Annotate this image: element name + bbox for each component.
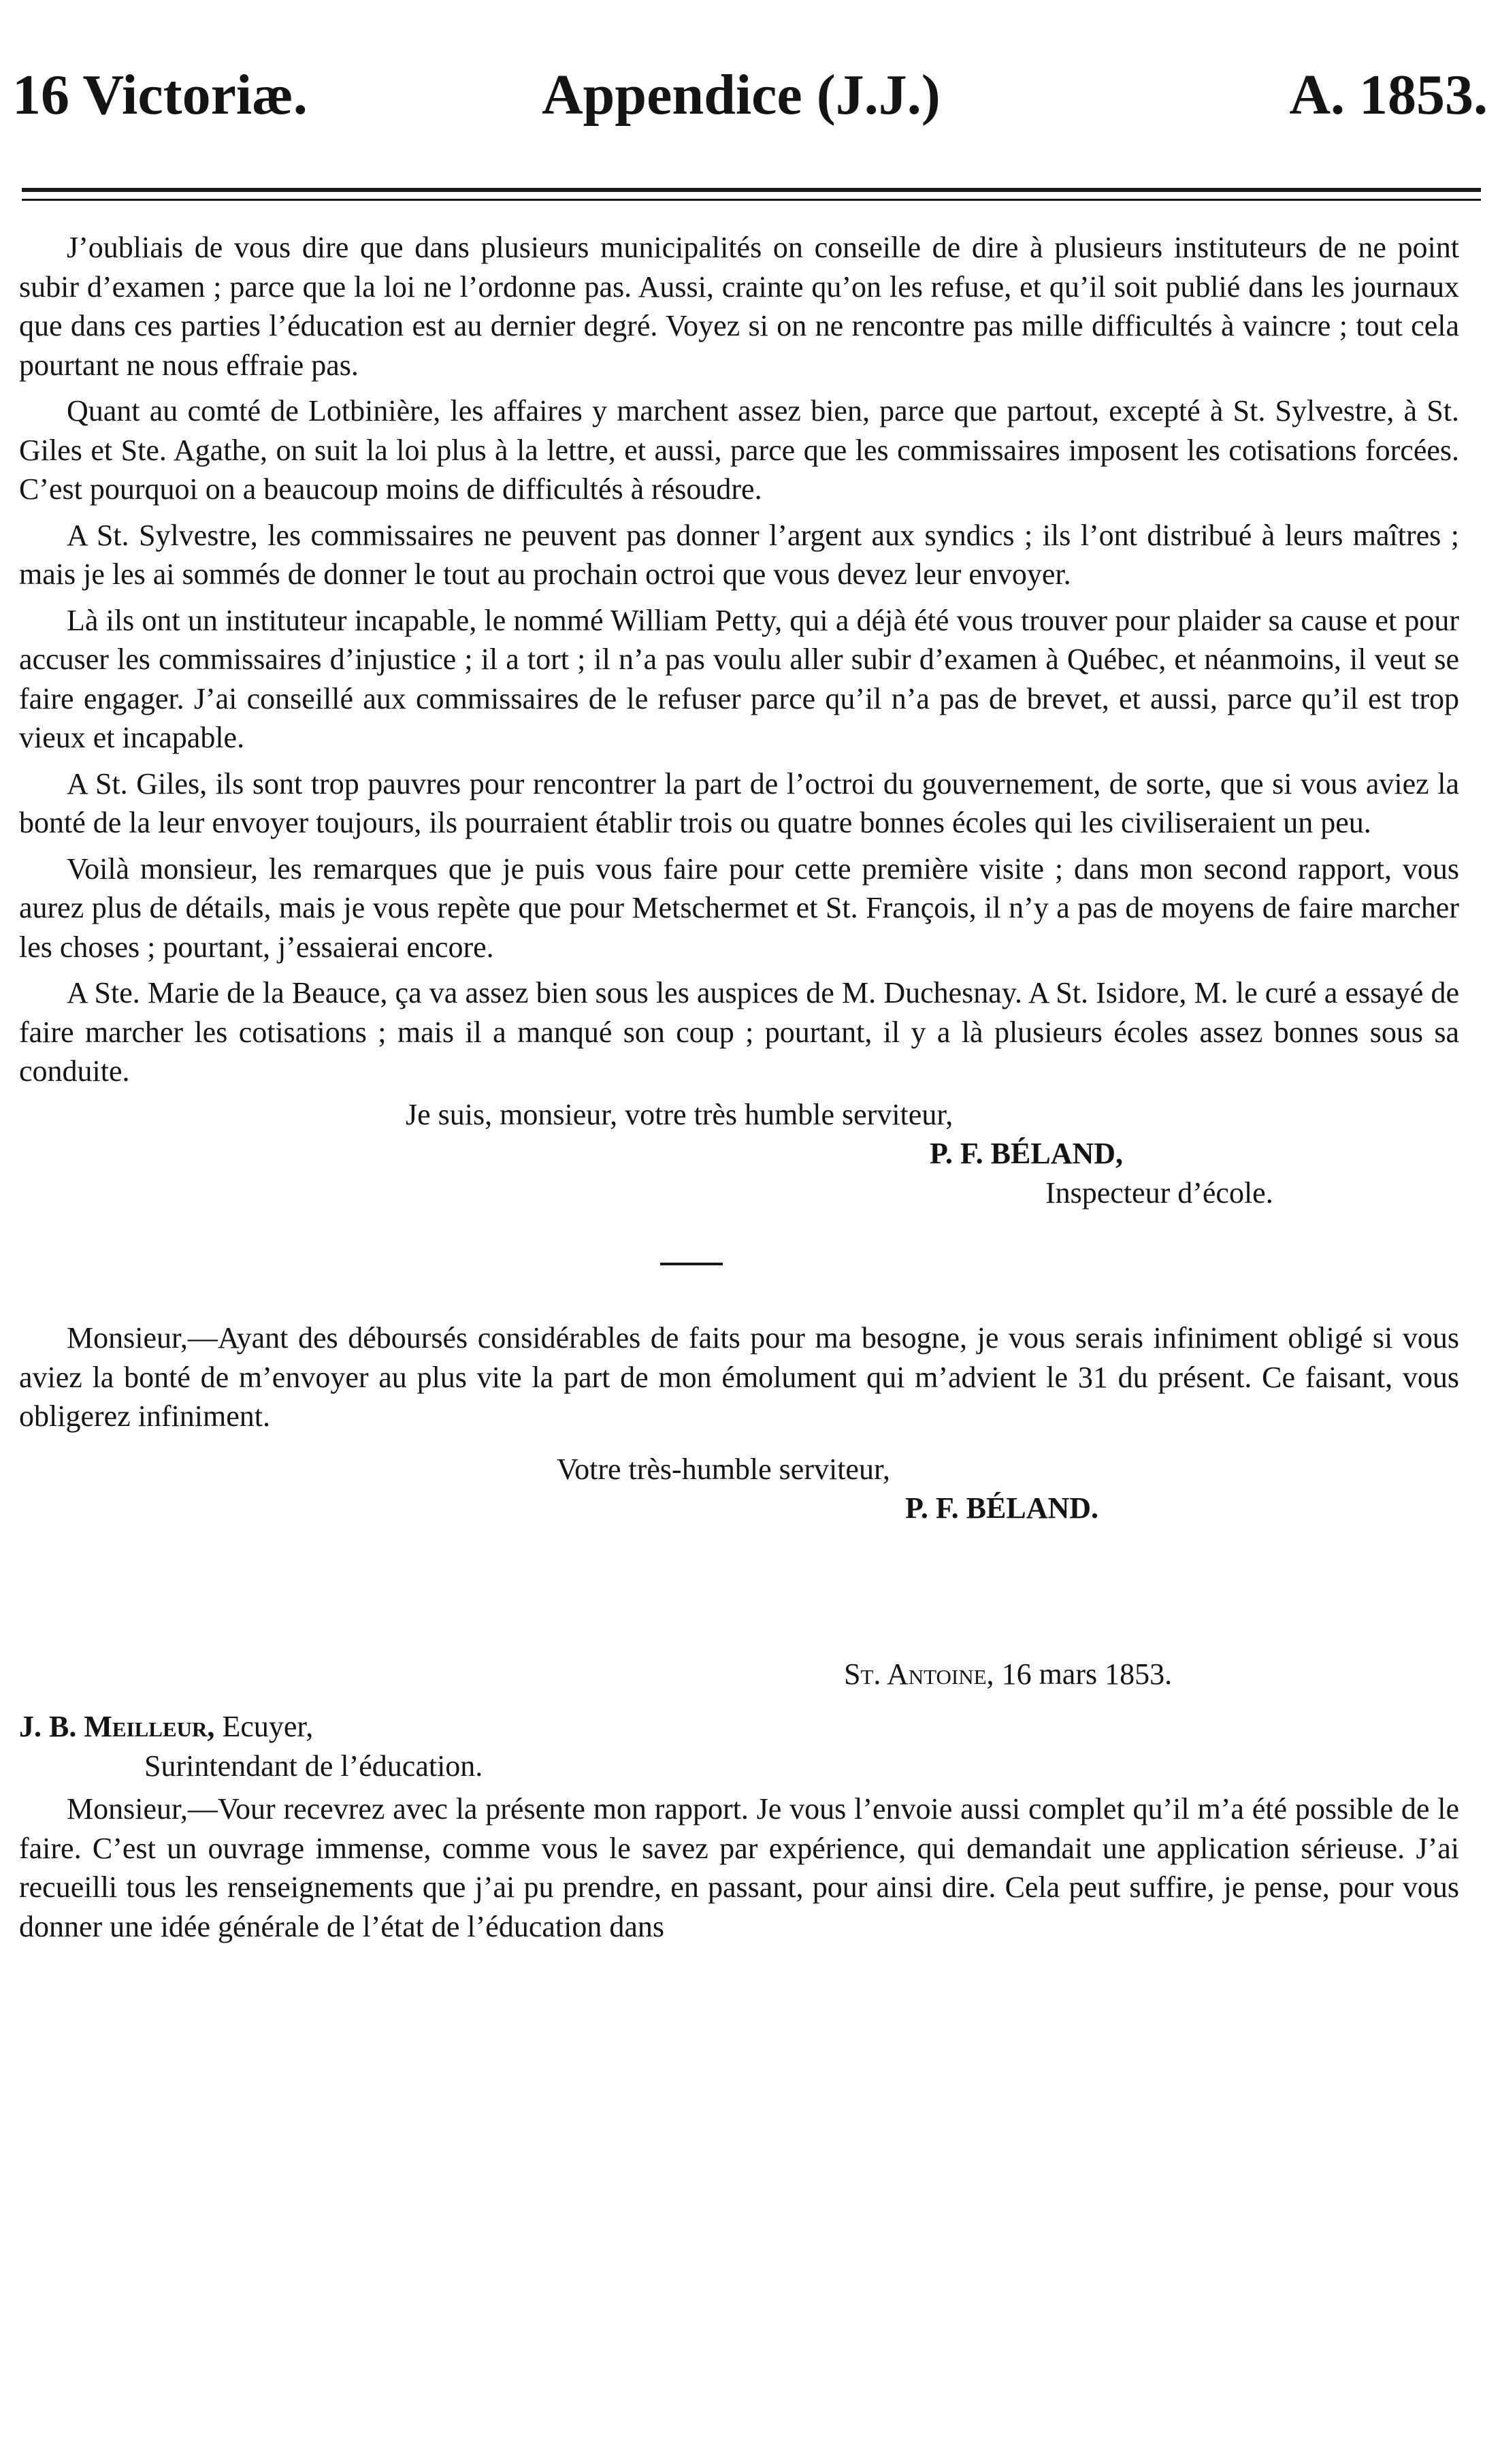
dateline-date: 16 mars 1853.: [1001, 1657, 1173, 1691]
letter3-paragraph: Monsieur,—Vour recevrez avec la présente mon rapport. Je vous l’envoie aussi complet qu’il m’a été possible de le faire. C’est un ouvrage immense, comme vous le savez par expérience, qui demandait une application sérieuse. J’ai recueilli tous les renseignements que j’ai pu prendre, en passant, pour ainsi dire. Cela peut suffire, je pense, pour vous donner une idée générale de l’état de l’éducation dans: [19, 1792, 1459, 1943]
header-rule-thin: [22, 199, 1481, 201]
letter3-addressee: [19, 1707, 1459, 1747]
letter1-paragraph-5: A St. Giles, ils sont trop pauvres pour rencontrer la part de l’octroi du gouvernement, de sorte, que si vous aviez la bonté de la leur envoyer toujours, ils pourraient établir trois ou quatre bonnes écoles qui les civiliseraient un peu.: [19, 766, 1459, 839]
dateline-place: St. Antoine,: [844, 1657, 994, 1691]
letter2-signature: P. F. BÉLAND.: [905, 1491, 1099, 1525]
letter1-paragraph-3: A St. Sylvestre, les commissaires ne peuvent pas donner l’argent aux syndics ; ils l’ont distribué à leurs maîtres ; mais je les ai sommés de donner le tout au prochain octroi que vous devez leur envoyer.: [19, 518, 1459, 591]
header-session: 16 Victoriæ.: [12, 63, 308, 127]
letter1-paragraph-6: Voilà monsieur, les remarques que je puis vous faire pour cette première visite ; dans mon second rapport, vous aurez plus de détails, mais je vous repète que pour Metschermet et St. François, il n’y a pas de moyens de faire marcher les choses ; pourtant, j’essaierai encore.: [19, 852, 1459, 964]
letter1-paragraph-7: A Ste. Marie de la Beauce, ça va assez bien sous les auspices de M. Duchesnay. A St. Isidore, M. le curé a essayé de faire marcher les cotisations ; mais il a manqué son coup ; pourtant, il y a là plusieurs écoles assez bonnes sous sa conduite.: [19, 976, 1459, 1088]
header-rule-thick: [22, 188, 1481, 192]
letter-separator: [660, 1263, 723, 1265]
addressee-name: J. B. Meilleur,: [19, 1710, 215, 1743]
letter1-paragraph-1: J’oubliais de vous dire que dans plusieurs municipalités on conseille de dire à plusieurs instituteurs de ne point subir d’examen ; parce que la loi ne l’ordonne pas. Aussi, crainte qu’on les refuse, et qu’il soit publié dans les journaux que dans ces parties l’éducation est au dernier degré. Voyez si on ne rencontre pas mille difficultés à vaincre ; tout cela pourtant ne nous effraie pas.: [19, 231, 1459, 382]
document-body: [19, 228, 1459, 1946]
letter1-paragraph-4: Là ils ont un instituteur incapable, le nommé William Petty, qui a déjà été vous trouver pour plaider sa cause et pour accuser les commissaires d’injustice ; il a tort ; il n’a pas voulu aller subir d’examen à Québec, et néanmoins, il veut se faire engager. J’ai conseillé aux commissaires de le refuser parce qu’il n’a pas de brevet, et aussi, parce qu’il est trop vieux et incapable.: [19, 603, 1459, 754]
letter3-dateline: [19, 1655, 1459, 1694]
letter1-signature: P. F. BÉLAND,: [930, 1137, 1124, 1170]
header-appendix: Appendice (J.J.): [542, 63, 941, 127]
letter2-paragraph: Monsieur,—Ayant des déboursés considérables de faits pour ma besogne, je vous serais infiniment obligé si vous aviez la bonté de m’envoyer au plus vite la part de mon émolument qui m’advient le 31 du présent. Ce faisant, vous obligerez infiniment.: [19, 1321, 1459, 1433]
letter1-closing: Je suis, monsieur, votre très humble serviteur,: [406, 1097, 953, 1131]
page-header: [12, 65, 1488, 126]
letter1-signature-title: Inspecteur d’école.: [1045, 1176, 1273, 1210]
header-year: A. 1853.: [1289, 63, 1488, 127]
letter2-closing: Votre très-humble serviteur,: [557, 1452, 890, 1486]
letter1-paragraph-2: Quant au comté de Lotbinière, les affaires y marchent assez bien, parce que partout, excepté à St. Sylvestre, à St. Giles et Ste. Agathe, on suit la loi plus à la lettre, et aussi, parce que les commissaires imposent les cotisations forcées. C’est pourquoi on a beaucoup moins de difficultés à résoudre.: [19, 394, 1459, 506]
letter3-addressee-title: Surintendant de l’éducation.: [144, 1749, 483, 1783]
addressee-suffix: Ecuyer,: [222, 1710, 314, 1743]
